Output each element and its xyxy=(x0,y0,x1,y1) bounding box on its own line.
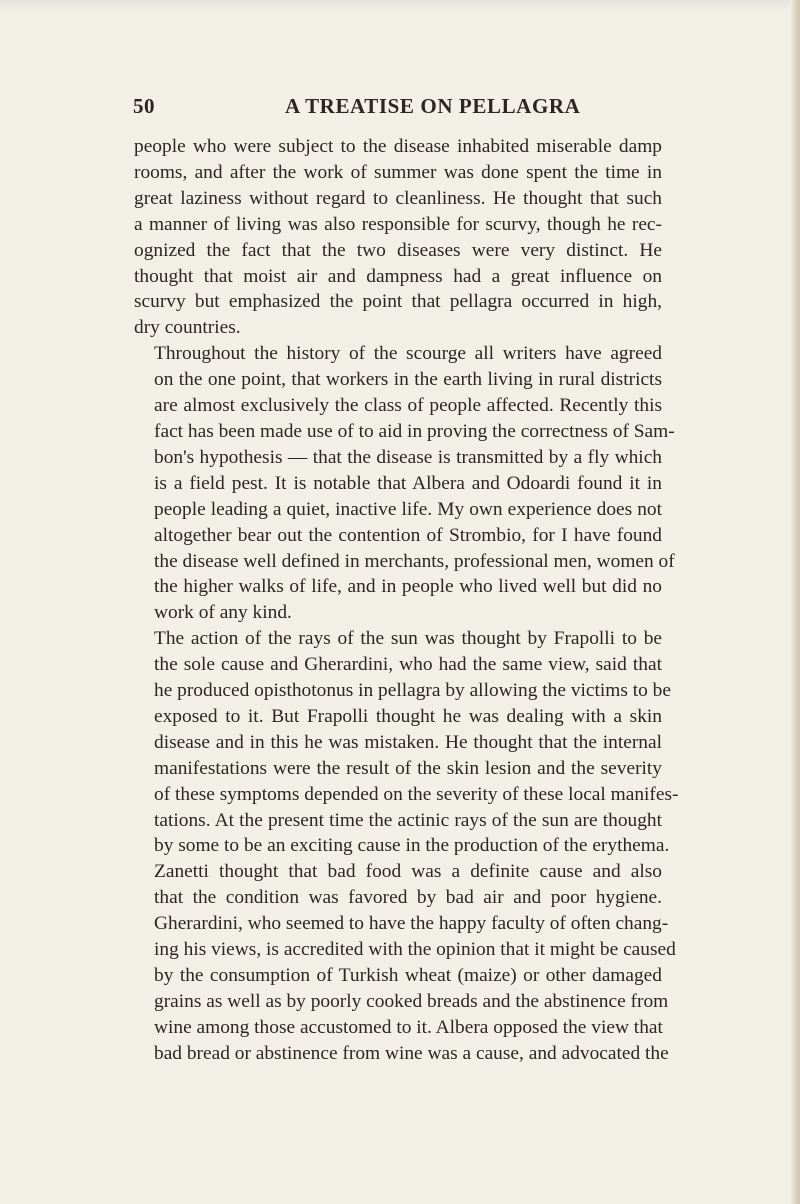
body-text xyxy=(134,134,679,1067)
text-line: on the one point, that workers in the earth living in rural districts xyxy=(154,369,662,391)
text-line: work of any kind. xyxy=(154,602,292,624)
text-line: the disease well defined in merchants, professional men, women of xyxy=(154,550,675,572)
text-line: people who were subject to the disease inhabited miserable damp xyxy=(134,136,662,157)
text-line: rooms, and after the work of summer was done spent the time in xyxy=(134,161,662,183)
text-line: ognized the fact that the two diseases were very distinct. He xyxy=(134,239,662,261)
text-line: by some to be an exciting cause in the production of the erythema. xyxy=(154,835,670,857)
text-line: dry countries. xyxy=(134,317,241,339)
text-line: exposed to it. But Frapolli thought he was dealing with a skin xyxy=(154,705,662,727)
text-line: grains as well as by poorly cooked breads and the abstinence from xyxy=(154,990,669,1012)
text-line: altogether bear out the contention of Strombio, for I have found xyxy=(154,524,662,546)
text-line: bad bread or abstinence from wine was a cause, and advocated the xyxy=(154,1042,669,1064)
text-line: is a field pest. It is notable that Albera and Odoardi found it in xyxy=(154,472,662,494)
text-line: he produced opisthotonus in pellagra by allowing the victims to be xyxy=(154,680,671,702)
paragraph-3 xyxy=(134,626,679,1066)
text-line: people leading a quiet, inactive life. My own experience does not xyxy=(154,498,662,520)
text-line: the higher walks of life, and in people who lived well but did no xyxy=(154,576,662,598)
text-line: a manner of living was also responsible for scurvy, though he rec- xyxy=(134,213,662,235)
text-line: Gherardini, who seemed to have the happy faculty of often chang- xyxy=(154,913,669,935)
text-line: ing his views, is accredited with the opinion that it might be caused xyxy=(154,939,676,961)
text-line: by the consumption of Turkish wheat (maize) or other damaged xyxy=(154,965,662,986)
text-line: The action of the rays of the sun was thought by Frapolli to be xyxy=(154,628,662,650)
text-line: great laziness without regard to cleanliness. He thought that such xyxy=(134,187,662,209)
paragraph-1 xyxy=(134,134,662,341)
text-line: scurvy but emphasized the point that pellagra occurred in high, xyxy=(134,291,662,313)
running-title: A TREATISE ON PELLAGRA xyxy=(285,94,581,118)
text-line: tations. At the present time the actinic rays of the sun are thought xyxy=(154,809,662,831)
page-number: 50 xyxy=(133,94,155,118)
text-line: Zanetti thought that bad food was a definite cause and also xyxy=(154,861,662,883)
running-head xyxy=(0,94,800,120)
text-line: the sole cause and Gherardini, who had the same view, said that xyxy=(154,654,662,676)
text-line: that the condition was favored by bad air and poor hygiene. xyxy=(154,887,662,909)
paragraph-2 xyxy=(134,341,675,626)
text-line: Throughout the history of the scourge all writers have agreed xyxy=(154,343,662,365)
scan-right-edge xyxy=(790,0,800,1204)
text-line: manifestations were the result of the skin lesion and the severity xyxy=(154,757,662,779)
text-line: of these symptoms depended on the severity of these local manifes- xyxy=(154,783,679,805)
text-line: bon's hypothesis — that the disease is transmitted by a fly which xyxy=(154,446,662,468)
text-line: fact has been made use of to aid in proving the correctness of Sam- xyxy=(154,420,675,442)
text-line: wine among those accustomed to it. Albera opposed the view that xyxy=(154,1016,663,1038)
scan-top-edge xyxy=(0,0,800,10)
text-line: disease and in this he was mistaken. He thought that the internal xyxy=(154,731,662,753)
text-line: are almost exclusively the class of people affected. Recently this xyxy=(154,395,662,417)
text-line: thought that moist air and dampness had a great influence on xyxy=(134,265,662,287)
